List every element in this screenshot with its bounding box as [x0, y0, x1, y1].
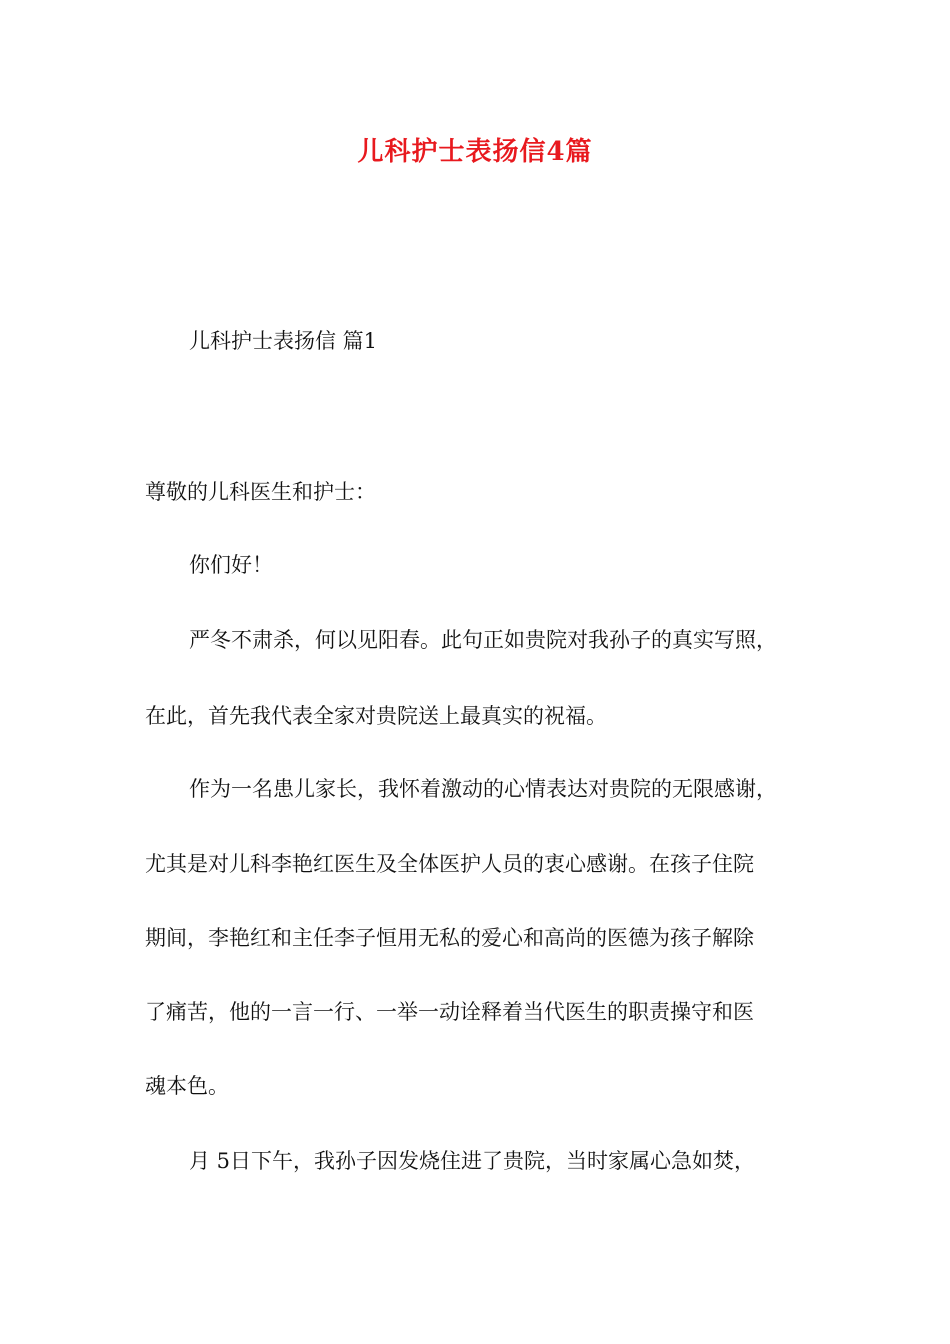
paragraph-2-line-2: 尤其是对儿科李艳红医生及全体医护人员的衷心感谢。在孩子住院: [145, 852, 754, 876]
paragraph-2-line-4: 了痛苦，他的一言一行、一举一动诠释着当代医生的职责操守和医: [145, 1000, 754, 1024]
paragraph-3-line-1: 月 5日下午，我孙子因发烧住进了贵院，当时家属心急如焚，: [189, 1149, 756, 1173]
paragraph-1-line-2: 在此，首先我代表全家对贵院送上最真实的祝福。: [145, 704, 607, 728]
document-title: 儿科护士表扬信4篇: [357, 137, 593, 167]
paragraph-2-line-5: 魂本色。: [145, 1074, 229, 1098]
paragraph-1-line-1: 严冬不肃杀，何以见阳春。此句正如贵院对我孙子的真实写照，: [189, 628, 777, 652]
salutation: 尊敬的儿科医生和护士：: [145, 480, 376, 504]
greeting: 你们好！: [189, 553, 273, 577]
paragraph-2-line-1: 作为一名患儿家长，我怀着激动的心情表达对贵院的无限感谢，: [189, 777, 777, 801]
paragraph-2-line-3: 期间，李艳红和主任李子恒用无私的爱心和高尚的医德为孩子解除: [145, 926, 754, 950]
section-heading: 儿科护士表扬信 篇1: [189, 329, 378, 353]
